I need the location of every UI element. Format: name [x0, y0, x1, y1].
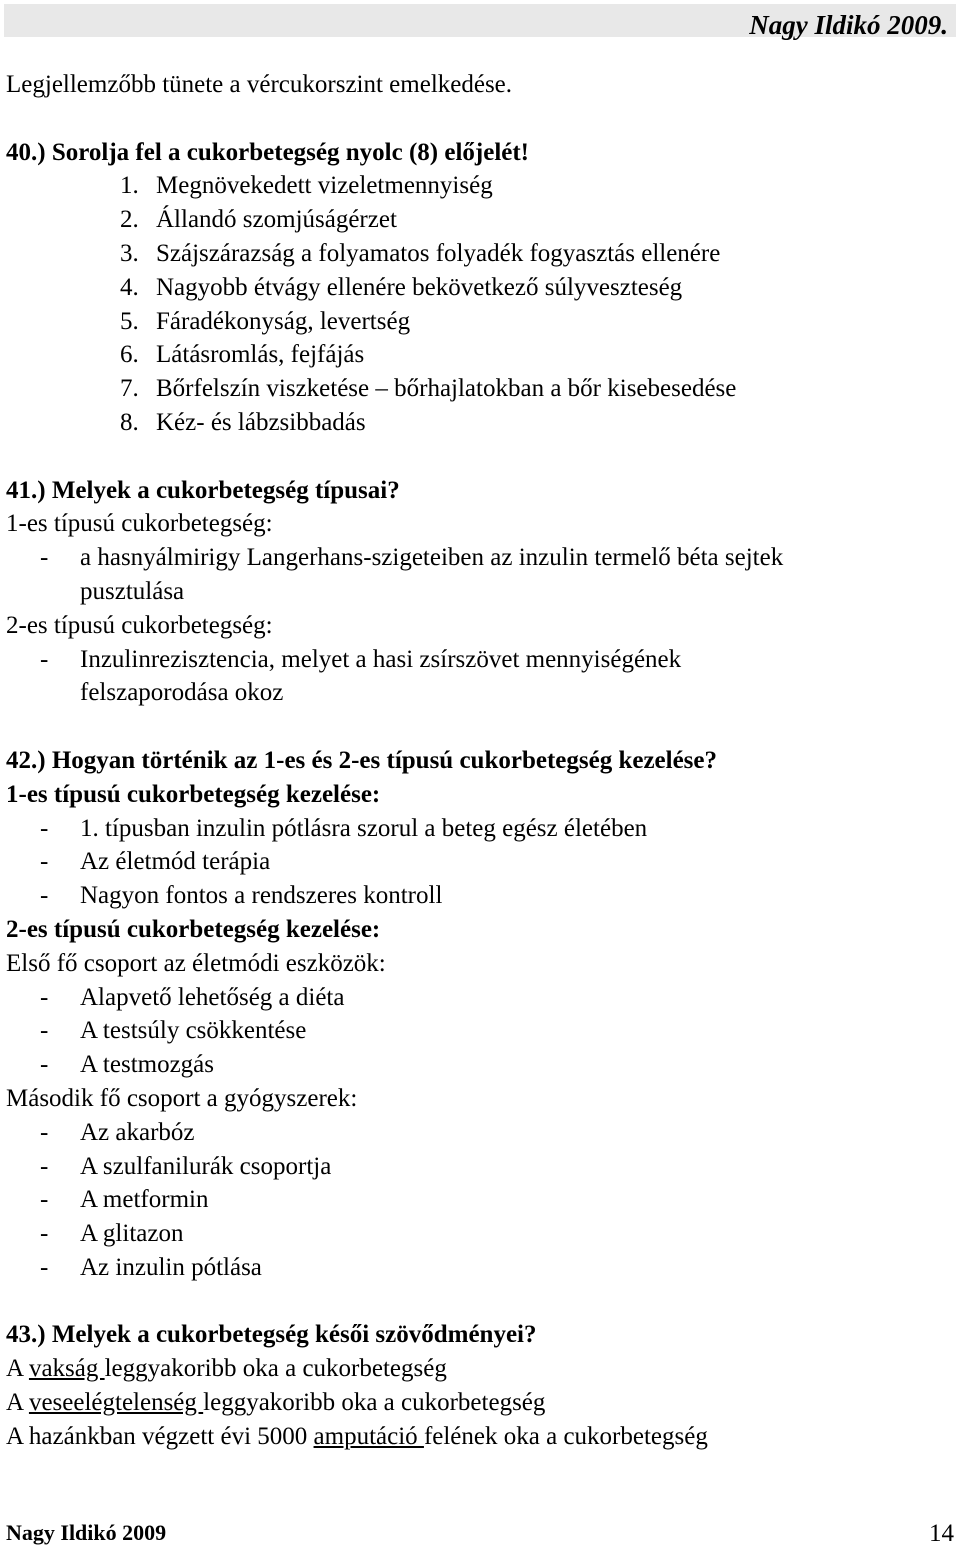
group2-label: Második fő csoport a gyógyszerek: — [6, 1084, 358, 1112]
list-item: - A glitazon — [40, 1220, 184, 1248]
list-item: - A szulfanilurák csoportja — [40, 1152, 332, 1180]
list-item: - Az akarbóz — [40, 1118, 195, 1146]
list-item: - A testmozgás — [40, 1051, 215, 1079]
list-item: - Alapvető lehetőség a diéta — [40, 983, 345, 1011]
document-body — [6, 68, 946, 1454]
complication-line: A hazánkban végzett évi 5000 amputáció felének oka a cukorbetegség — [6, 1422, 708, 1450]
spacer — [6, 440, 946, 474]
list-item: - Nagyon fontos a rendszeres kontroll — [40, 882, 443, 910]
list-item: 8. Kéz- és lábzsibbadás — [120, 408, 366, 436]
header-band — [4, 4, 956, 40]
complication-line: A veseelégtelenség leggyakoribb oka a cukorbetegség — [6, 1389, 546, 1417]
complication-line: A vakság leggyakoribb oka a cukorbetegség — [6, 1355, 447, 1383]
type1-treatment-heading: 1-es típusú cukorbetegség kezelése: — [6, 780, 381, 808]
footer-author: Nagy Ildikó 2009 — [6, 1520, 167, 1545]
list-item: - Az életmód terápia — [40, 848, 271, 876]
spacer — [6, 102, 946, 136]
spacer — [6, 710, 946, 744]
list-item: - a hasnyálmirigy Langerhans-szigeteiben az inzulin termelő béta sejtek — [40, 544, 784, 572]
list-item: 2. Állandó szomjúságérzet — [120, 206, 397, 234]
list-item: 4. Nagyobb étvágy ellenére bekövetkező súlyveszteség — [120, 273, 683, 301]
list-item: 7. Bőrfelszín viszketése – bőrhajlatokban a bőr kisebesedése — [120, 375, 737, 403]
list-item: - 1. típusban inzulin pótlásra szorul a beteg egész életében — [40, 814, 648, 842]
list-item: - Inzulinrezisztencia, melyet a hasi zsírszövet mennyiségének — [40, 645, 682, 673]
list-item: - Az inzulin pótlása — [40, 1253, 262, 1281]
question-43: 43.) Melyek a cukorbetegség késői szövődményei? — [6, 1321, 537, 1349]
question-40: 40.) Sorolja fel a cukorbetegség nyolc (8) előjelét! — [6, 138, 530, 166]
header-author: Nagy Ildikó 2009. — [749, 10, 948, 40]
list-item-continuation: pusztulása — [80, 577, 185, 605]
type2-label: 2-es típusú cukorbetegség: — [6, 611, 273, 639]
spacer — [6, 1285, 946, 1319]
type1-label: 1-es típusú cukorbetegség: — [6, 510, 273, 538]
intro-text: Legjellemzőbb tünete a vércukorszint emelkedése. — [6, 71, 513, 98]
question-41: 41.) Melyek a cukorbetegség típusai? — [6, 476, 400, 504]
list-item: 3. Szájszárazság a folyamatos folyadék fogyasztás ellenére — [120, 239, 721, 267]
page-number: 14 — [929, 1520, 954, 1547]
list-item: - A metformin — [40, 1186, 209, 1214]
question-42: 42.) Hogyan történik az 1-es és 2-es típusú cukorbetegség kezelése? — [6, 746, 718, 774]
list-item: 1. Megnövekedett vizeletmennyiség — [120, 172, 493, 200]
type2-treatment-heading: 2-es típusú cukorbetegség kezelése: — [6, 915, 381, 943]
list-item: - A testsúly csökkentése — [40, 1017, 307, 1045]
list-item: 6. Látásromlás, fejfájás — [120, 341, 365, 369]
list-item: 5. Fáradékonyság, levertség — [120, 307, 411, 335]
list-item-continuation: felszaporodása okoz — [80, 679, 284, 707]
group1-label: Első fő csoport az életmódi eszközök: — [6, 949, 386, 977]
